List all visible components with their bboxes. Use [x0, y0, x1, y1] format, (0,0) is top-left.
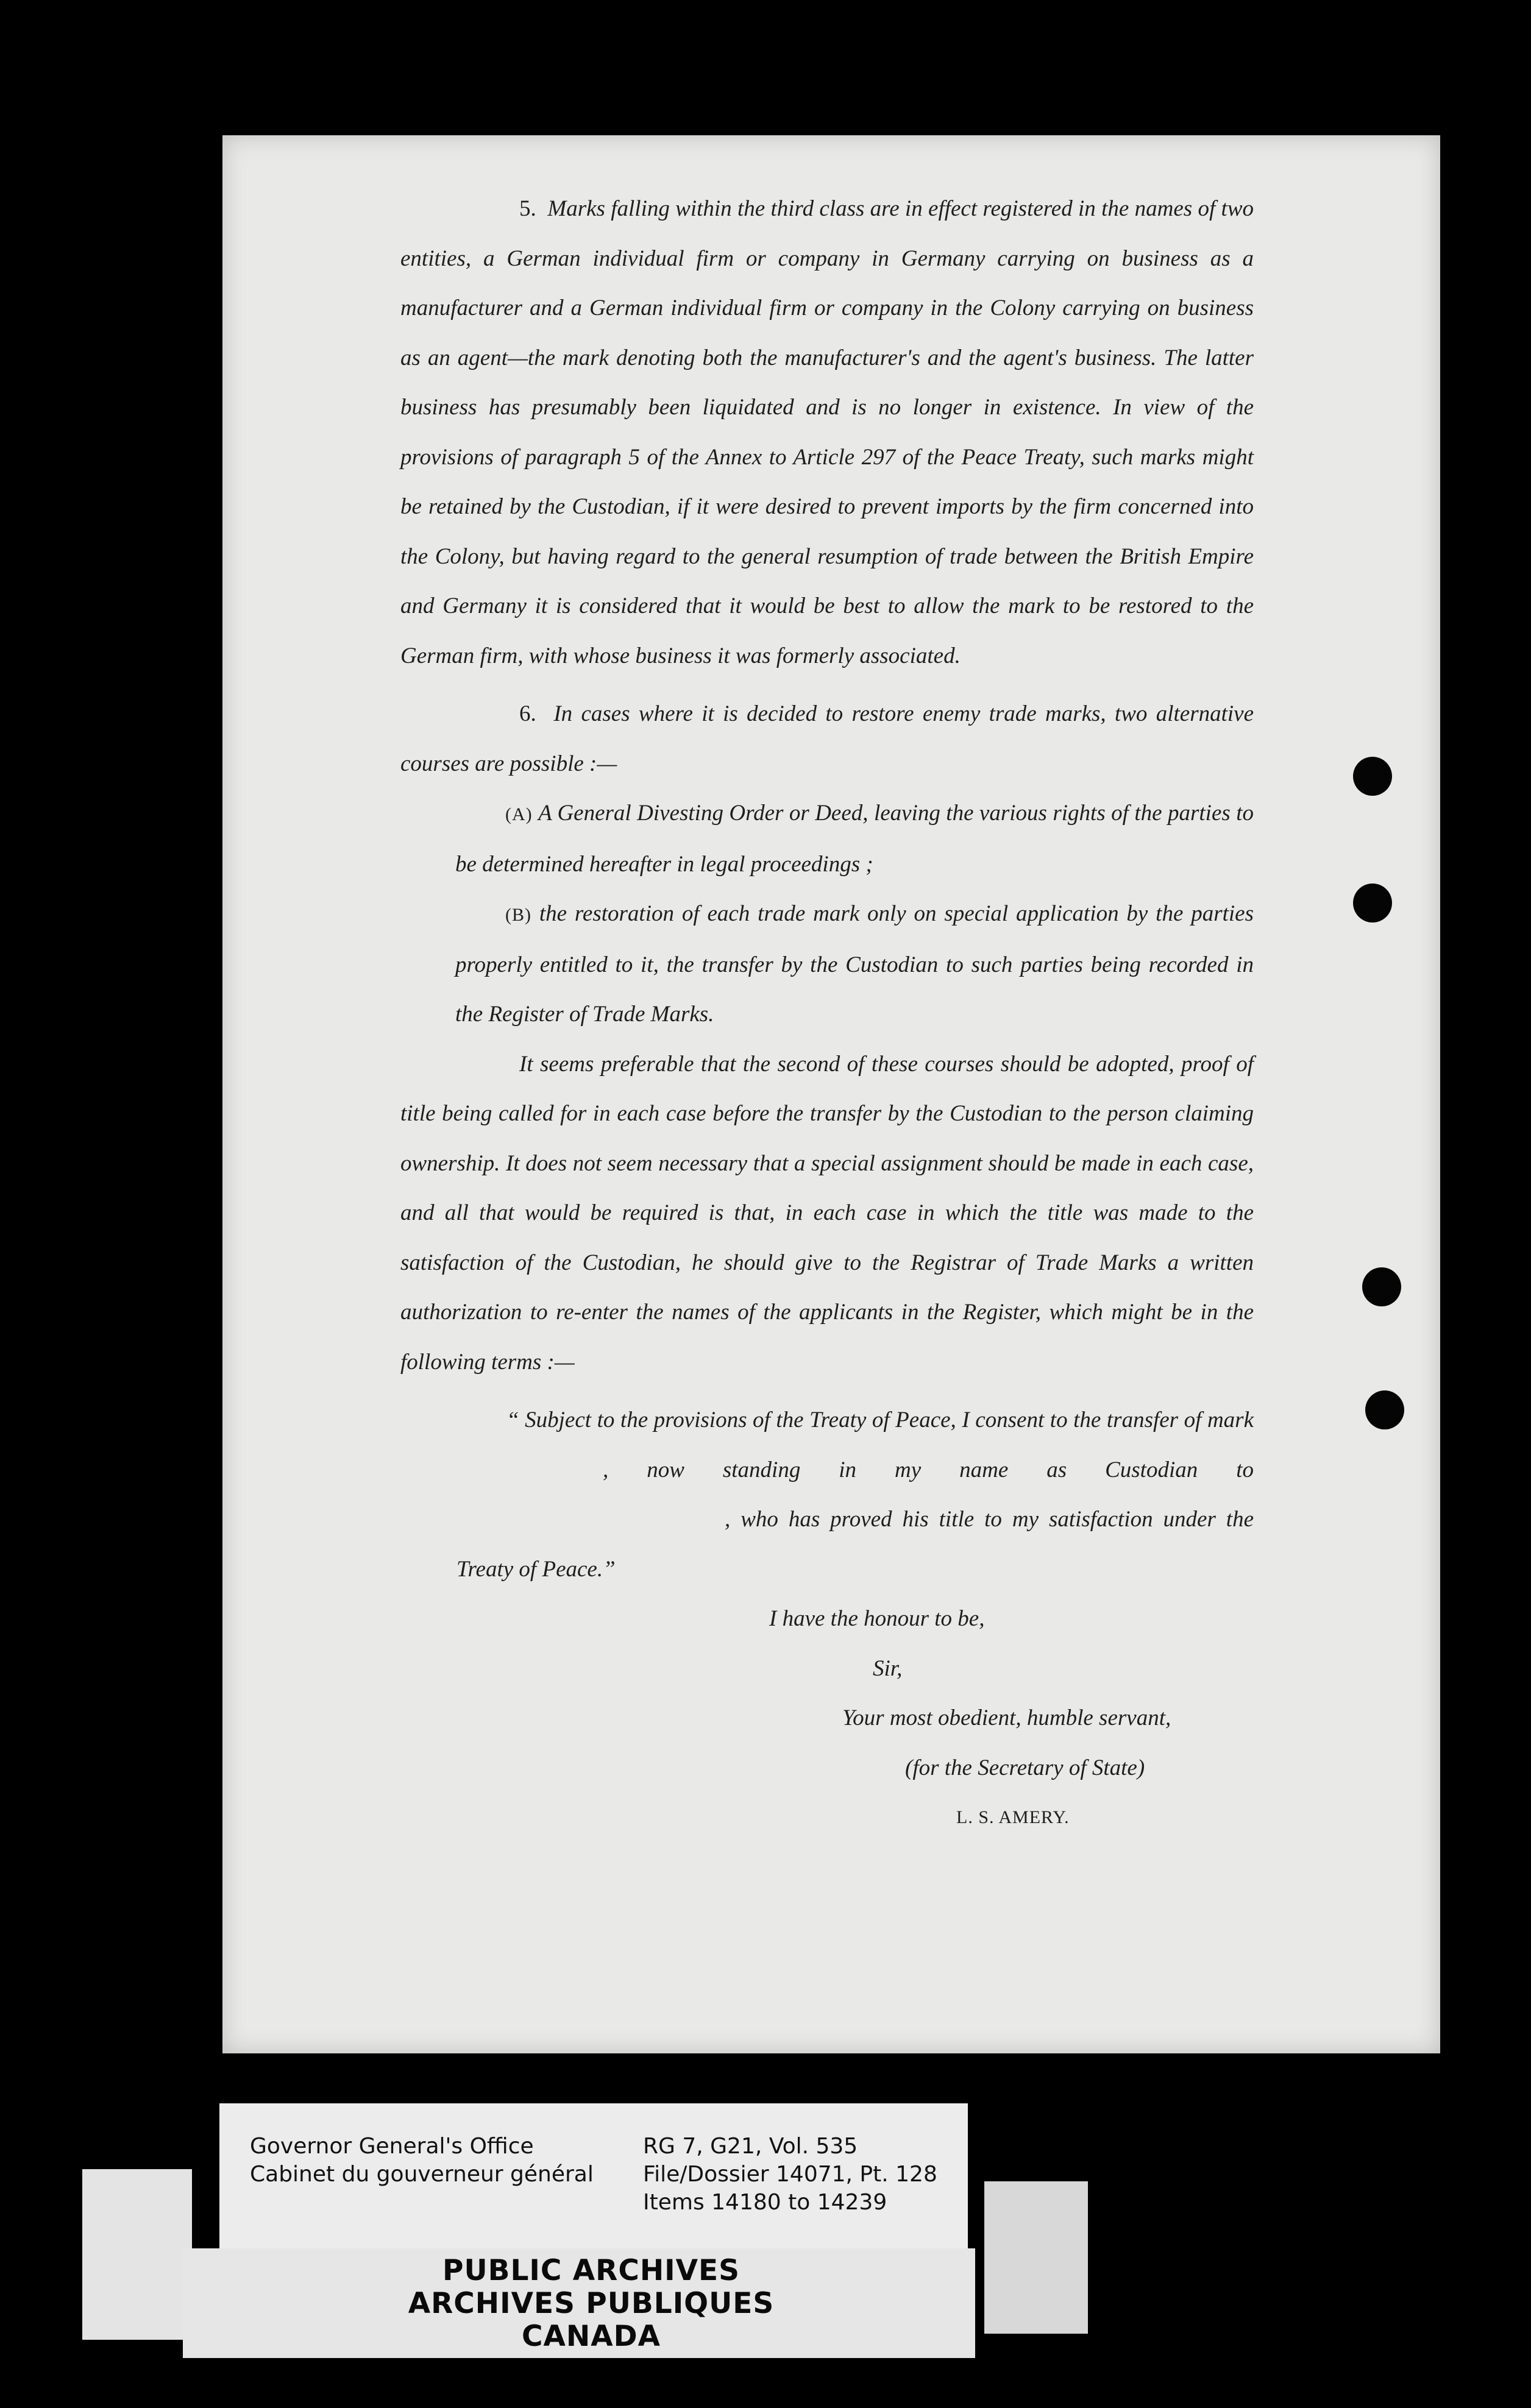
letter-body: [400, 184, 1254, 1843]
punch-hole: [1362, 1267, 1401, 1306]
authorization-quote: [456, 1395, 1254, 1594]
closing-line: Your most obedient, humble servant,: [842, 1705, 1171, 1730]
closing-line: I have the honour to be,: [769, 1606, 985, 1631]
option-marker: (A): [505, 804, 533, 824]
paragraph-text: In cases where it is decided to restore enemy trade marks, two alternative courses are possible :—: [400, 701, 1254, 776]
signature: L. S. AMERY.: [956, 1807, 1070, 1827]
label-line: RG 7, G21, Vol. 535: [643, 2134, 858, 2159]
paragraph-number: 5.: [519, 196, 536, 221]
paragraph-text: It seems preferable that the second of these courses should be adopted, proof of title being called for in each case before the transfer by the Custodian to the person claiming ownership. It does not seem necessary that a special assignment should be made in each case, and all that would be required is that, in each case in which the title was made to the satisfaction of the Custodian, he should give to the Registrar of Trade Marks a written authorization to re-enter the names of the applicants in the Register, which might be in the following terms :—: [400, 1051, 1254, 1375]
stamp-line: ARCHIVES PUBLIQUES: [408, 2287, 775, 2320]
label-left: [250, 2133, 594, 2189]
folder-tab: [984, 2181, 1088, 2334]
option-text: A General Divesting Order or Deed, leaving the various rights of the parties to be determined hereafter in legal proceedings ;: [455, 801, 1254, 877]
punch-hole: [1353, 757, 1392, 796]
quote-text: , now standing in my name as Custodian to: [603, 1457, 1254, 1482]
paragraph-6: [400, 689, 1254, 788]
archives-stamp: [378, 2254, 805, 2353]
label-line: Items 14180 to 14239: [643, 2190, 887, 2215]
document-page: [222, 135, 1440, 2053]
paragraph-text: Marks falling within the third class are in effect registered in the names of two entities, a German individual firm or company in Germany carrying on business as a manufacturer and a German individual firm or company in the Colony carrying on business as an agent—the mark denoting both the manufacturer's and the agent's business. The latter business has presumably been liquidated and is no longer in existence. In view of the provisions of paragraph 5 of the Annex to Article 297 of the Peace Treaty, such marks might be retained by the Custodian, if it were desired to prevent imports by the firm concerned into the Colony, but having regard to the general resumption of trade between the British Empire and Germany it is considered that it would be best to allow the mark to be restored to the German firm, with whose business it was formerly associated.: [400, 196, 1254, 668]
paragraph-5: [400, 184, 1254, 681]
paragraph-7: [400, 1039, 1254, 1387]
closing-line: (for the Secretary of State): [905, 1755, 1145, 1780]
quote-text: , who has proved his title to my satisfaction under the Treaty of Peace.”: [456, 1507, 1254, 1582]
closing-line: Sir,: [873, 1656, 903, 1681]
closing-block: [400, 1594, 1254, 1843]
label-line: File/Dossier 14071, Pt. 128: [643, 2162, 937, 2187]
stamp-line: PUBLIC ARCHIVES: [442, 2254, 740, 2287]
option-b: [455, 889, 1254, 1039]
label-line: Governor General's Office: [250, 2134, 534, 2159]
option-marker: (B): [505, 905, 531, 925]
label-line: Cabinet du gouverneur général: [250, 2162, 594, 2187]
punch-hole: [1365, 1390, 1404, 1429]
punch-hole: [1353, 884, 1392, 922]
folder-tab: [82, 2169, 192, 2340]
option-a: [455, 788, 1254, 889]
paragraph-number: 6.: [519, 701, 536, 726]
quote-text: “ Subject to the provisions of the Treaty of Peace, I consent to the transfer of mark: [506, 1408, 1254, 1432]
stamp-line: CANADA: [522, 2320, 661, 2353]
label-right: [643, 2133, 937, 2217]
option-text: the restoration of each trade mark only on special application by the parties properly entitled to it, the transfer by the Custodian to such parties being recorded in the Register of Trade Marks.: [455, 901, 1254, 1027]
